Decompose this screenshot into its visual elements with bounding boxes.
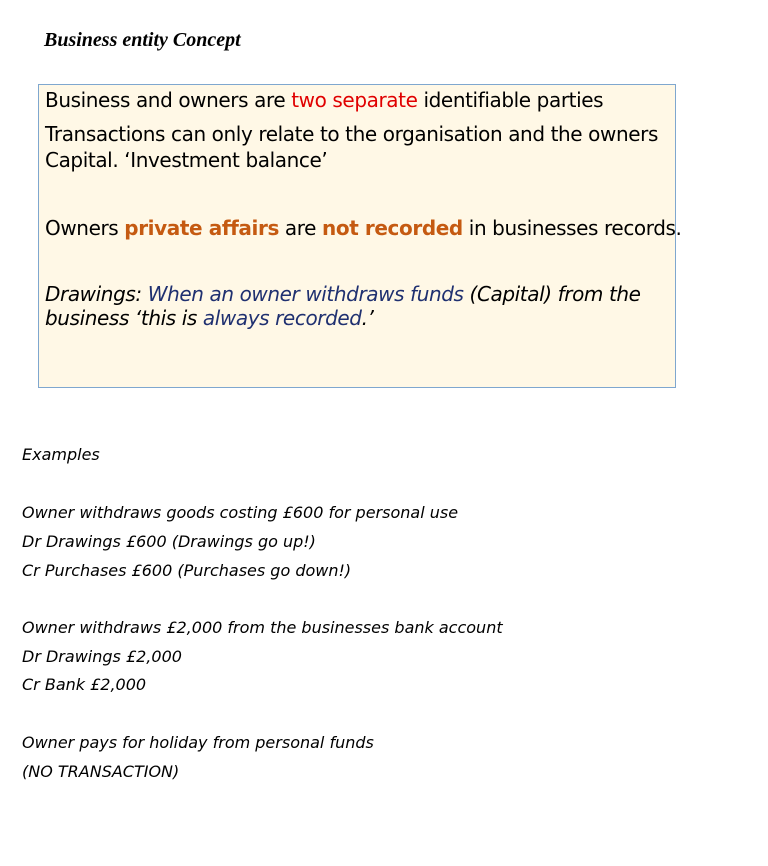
line4-text-e: in businesses records. (462, 216, 682, 240)
not-recorded-highlight: not recorded (322, 216, 463, 240)
concept-box (38, 84, 682, 388)
line5-text-c: (Capital) from the (463, 282, 641, 306)
line5-text-a: Drawings: (45, 282, 148, 306)
page-title: Business entity Concept (44, 29, 241, 51)
capital-line: Capital. ‘Investment balance’ (45, 148, 328, 172)
line1-text-c: identifiable parties (417, 88, 604, 112)
line6-text-a: business ‘this is (45, 306, 203, 330)
example-1-debit: Dr Drawings £600 (Drawings go up!) (22, 532, 316, 551)
drawings-line (45, 282, 641, 306)
example-3-note: (NO TRANSACTION) (22, 762, 180, 781)
line4-text-c: are (278, 216, 323, 240)
example-1-credit: Cr Purchases £600 (Purchases go down!) (22, 561, 352, 580)
always-recorded-highlight: always recorded (202, 306, 362, 330)
example-2-description: Owner withdraws £2,000 from the businesses bank account (22, 618, 503, 637)
examples-heading: Examples (22, 445, 100, 464)
transactions-line: Transactions can only relate to the organisation and the owners (45, 122, 658, 146)
example-2-credit: Cr Bank £2,000 (22, 675, 147, 694)
example-3-description: Owner pays for holiday from personal funds (22, 733, 374, 752)
example-2-debit: Dr Drawings £2,000 (22, 647, 182, 666)
line4-text-a: Owners (45, 216, 125, 240)
always-recorded-line (45, 306, 374, 330)
example-1-description: Owner withdraws goods costing £600 for personal use (22, 503, 459, 522)
separate-parties-line (45, 88, 603, 112)
line1-text-a: Business and owners are (45, 88, 292, 112)
private-affairs-line (45, 216, 682, 240)
withdraws-funds-highlight: When an owner withdraws funds (147, 282, 464, 306)
private-affairs-highlight: private affairs (124, 216, 279, 240)
two-separate-highlight: two separate (291, 88, 418, 112)
line6-text-c: .’ (361, 306, 374, 330)
